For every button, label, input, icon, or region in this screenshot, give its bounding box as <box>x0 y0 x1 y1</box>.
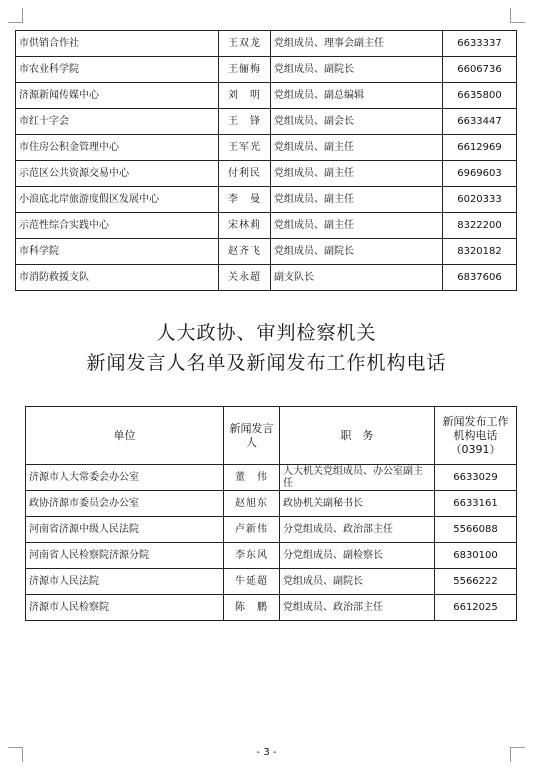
phone-cell: 6969603 <box>443 161 517 187</box>
duty-cell: 党组成员、副院长 <box>271 57 443 83</box>
phone-cell: 6606736 <box>443 57 517 83</box>
table-row <box>26 491 517 517</box>
unit-cell: 济源市人大常委会办公室 <box>26 465 224 491</box>
table2-body <box>26 465 517 621</box>
table-row <box>26 569 517 595</box>
header-phone: 新闻发布工作机构电话（0391） <box>435 407 517 465</box>
spokesperson-name-cell: 付利民 <box>219 161 271 187</box>
phone-cell: 8320182 <box>443 239 517 265</box>
table-row <box>26 543 517 569</box>
header-unit: 单位 <box>26 407 224 465</box>
spokesperson-name-cell: 牛延超 <box>224 569 280 595</box>
spokesperson-name-cell: 李 曼 <box>219 187 271 213</box>
phone-cell: 6633447 <box>443 109 517 135</box>
table2-header-row <box>26 407 517 465</box>
crop-mark-top-right <box>510 8 525 23</box>
duty-cell: 党组成员、副主任 <box>271 187 443 213</box>
phone-cell: 6633161 <box>435 491 517 517</box>
heading-line-2: 新闻发言人名单及新闻发布工作机构电话 <box>86 352 447 374</box>
phone-cell: 8322200 <box>443 213 517 239</box>
duty-cell: 党组成员、理事会副主任 <box>271 31 443 57</box>
spokesperson-name-cell: 陈 鹏 <box>224 595 280 621</box>
spokesperson-name-cell: 李东风 <box>224 543 280 569</box>
spokesperson-name-cell: 王 锋 <box>219 109 271 135</box>
phone-cell: 6020333 <box>443 187 517 213</box>
spokesperson-name-cell: 王军光 <box>219 135 271 161</box>
heading-line-1: 人大政协、审判检察机关 <box>156 322 377 344</box>
spokesperson-name-cell: 董 伟 <box>224 465 280 491</box>
unit-cell: 示范性综合实践中心 <box>16 213 219 239</box>
table-row <box>16 57 517 83</box>
duty-cell: 党组成员、副主任 <box>271 161 443 187</box>
duty-cell: 政协机关副秘书长 <box>280 491 435 517</box>
judicial-spokesperson-table <box>25 406 517 621</box>
unit-cell: 河南省济源中级人民法院 <box>26 517 224 543</box>
unit-cell: 济源市人民检察院 <box>26 595 224 621</box>
spokesperson-table-continued <box>15 30 517 291</box>
unit-cell: 市农业科学院 <box>16 57 219 83</box>
spokesperson-name-cell: 赵齐飞 <box>219 239 271 265</box>
unit-cell: 市消防救援支队 <box>16 265 219 291</box>
phone-cell: 6612969 <box>443 135 517 161</box>
table-row <box>16 187 517 213</box>
table-row <box>16 239 517 265</box>
duty-cell: 党组成员、副主任 <box>271 213 443 239</box>
spokesperson-name-cell: 关永超 <box>219 265 271 291</box>
unit-cell: 政协济源市委员会办公室 <box>26 491 224 517</box>
table-row <box>26 595 517 621</box>
duty-cell: 党组成员、副会长 <box>271 109 443 135</box>
unit-cell: 市科学院 <box>16 239 219 265</box>
spokesperson-name-cell: 刘 明 <box>219 83 271 109</box>
spokesperson-name-cell: 王俪梅 <box>219 57 271 83</box>
phone-cell: 6612025 <box>435 595 517 621</box>
table-row <box>16 213 517 239</box>
spokesperson-name-cell: 王双龙 <box>219 31 271 57</box>
table-row <box>16 161 517 187</box>
phone-cell: 6830100 <box>435 543 517 569</box>
table-row <box>16 31 517 57</box>
header-spokesperson: 新闻发言人 <box>224 407 280 465</box>
table-row <box>26 517 517 543</box>
phone-cell: 5566222 <box>435 569 517 595</box>
duty-cell: 人大机关党组成员、办公室副主任 <box>280 465 435 491</box>
unit-cell: 示范区公共资源交易中心 <box>16 161 219 187</box>
table-row <box>26 465 517 491</box>
table-row <box>16 265 517 291</box>
unit-cell: 市供销合作社 <box>16 31 219 57</box>
section-heading <box>0 318 533 378</box>
spokesperson-name-cell: 卢新伟 <box>224 517 280 543</box>
unit-cell: 市住房公积金管理中心 <box>16 135 219 161</box>
duty-cell: 分党组成员、副检察长 <box>280 543 435 569</box>
header-duty: 职 务 <box>280 407 435 465</box>
duty-cell: 分党组成员、政治部主任 <box>280 517 435 543</box>
duty-cell: 党组成员、副院长 <box>280 569 435 595</box>
table-row <box>16 83 517 109</box>
table-row <box>16 109 517 135</box>
unit-cell: 小浪底北岸旅游度假区发展中心 <box>16 187 219 213</box>
phone-cell: 6633337 <box>443 31 517 57</box>
phone-cell: 6633029 <box>435 465 517 491</box>
table-row <box>16 135 517 161</box>
unit-cell: 市红十字会 <box>16 109 219 135</box>
unit-cell: 河南省人民检察院济源分院 <box>26 543 224 569</box>
duty-cell: 党组成员、政治部主任 <box>280 595 435 621</box>
duty-cell: 党组成员、副总编辑 <box>271 83 443 109</box>
spokesperson-name-cell: 宋林莉 <box>219 213 271 239</box>
duty-cell: 副支队长 <box>271 265 443 291</box>
duty-cell: 党组成员、副主任 <box>271 135 443 161</box>
unit-cell: 济源市人民法院 <box>26 569 224 595</box>
phone-cell: 6635800 <box>443 83 517 109</box>
page-number: - 3 - <box>256 747 277 758</box>
crop-mark-top-left <box>8 8 23 23</box>
table1-body <box>16 31 517 291</box>
spokesperson-name-cell: 赵旭东 <box>224 491 280 517</box>
phone-cell: 5566088 <box>435 517 517 543</box>
duty-cell: 党组成员、副院长 <box>271 239 443 265</box>
unit-cell: 济源新闻传媒中心 <box>16 83 219 109</box>
phone-cell: 6837606 <box>443 265 517 291</box>
